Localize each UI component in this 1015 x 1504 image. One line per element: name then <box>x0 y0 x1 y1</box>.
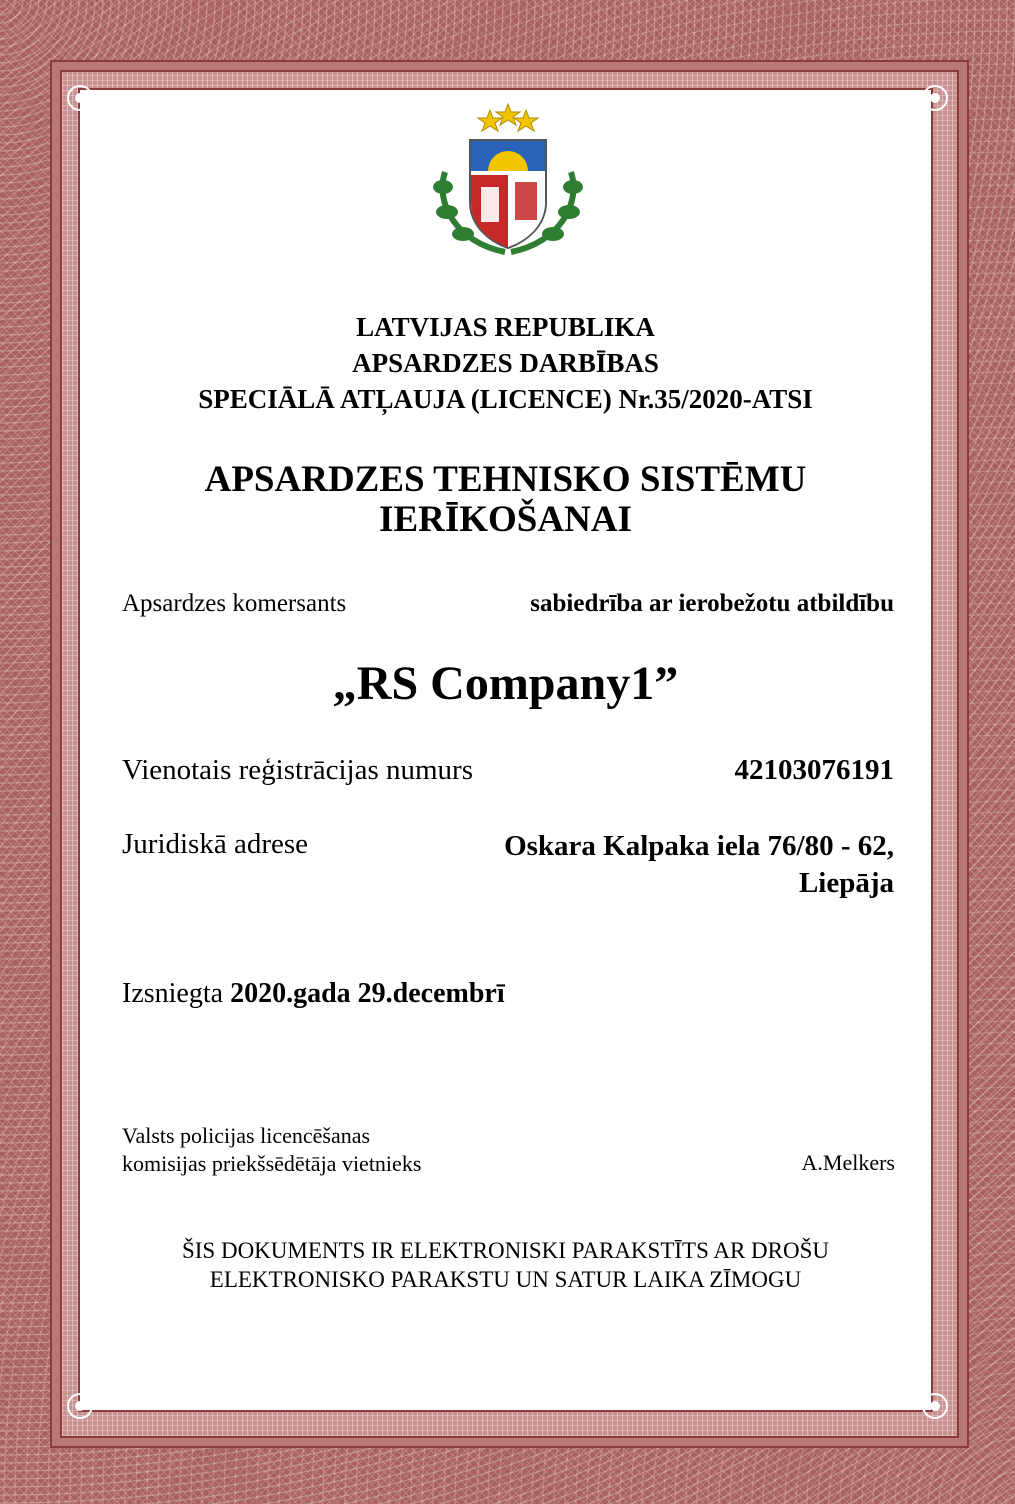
address-line-1: Oskara Kalpaka iela 76/80 - 62, <box>504 830 894 862</box>
corner-ornament-icon <box>60 78 100 118</box>
merchant-type: sabiedrība ar ierobežotu atbildību <box>530 590 894 617</box>
footer-notice <box>78 1236 933 1294</box>
address-row <box>122 828 894 908</box>
header-country: LATVIJAS REPUBLIKA <box>356 312 655 342</box>
title-line-2: IERĪKOŠANAI <box>379 499 632 540</box>
merchant-label: Apsardzes komersants <box>122 590 347 617</box>
corner-ornament-icon <box>915 78 955 118</box>
registration-number: 42103076191 <box>734 754 894 786</box>
signer-name: A.Melkers <box>801 1150 895 1175</box>
coat-of-arms-icon <box>425 102 591 260</box>
issued-date: 2020.gada 29.decembrī <box>230 978 505 1009</box>
address-value <box>504 828 894 902</box>
address-label: Juridiskā adrese <box>122 828 309 860</box>
signer-role-line-1: Valsts policijas licencēšanas <box>122 1123 371 1148</box>
document-paper <box>78 88 933 1412</box>
corner-ornament-icon <box>60 1386 100 1426</box>
issued-line <box>122 978 505 1010</box>
header-license-number: SPECIĀLĀ ATĻAUJA (LICENCE) Nr.35/2020-ATSI <box>198 384 813 414</box>
header-activity: APSARDZES DARBĪBAS <box>352 348 659 378</box>
footer-line-1: ŠIS DOKUMENTS IR ELEKTRONISKI PARAKSTĪTS AR DROŠU <box>181 1238 830 1263</box>
title-line-1: APSARDZES TEHNISKO SISTĒMU <box>204 459 807 500</box>
company-name: „RS Company1” <box>332 657 679 710</box>
footer-line-2: ELEKTRONISKO PARAKSTU UN SATUR LAIKA ZĪMOGU <box>209 1267 802 1292</box>
issued-prefix: Izsniegta <box>122 978 224 1009</box>
signer-role-line-2: komisijas priekšsēdētāja vietnieks <box>122 1151 422 1176</box>
document-title <box>78 460 933 540</box>
corner-ornament-icon <box>915 1386 955 1426</box>
document-header <box>78 309 933 417</box>
address-line-2: Liepāja <box>798 867 894 899</box>
registration-label: Vienotais reģistrācijas numurs <box>122 754 474 786</box>
signer-role <box>122 1122 421 1178</box>
